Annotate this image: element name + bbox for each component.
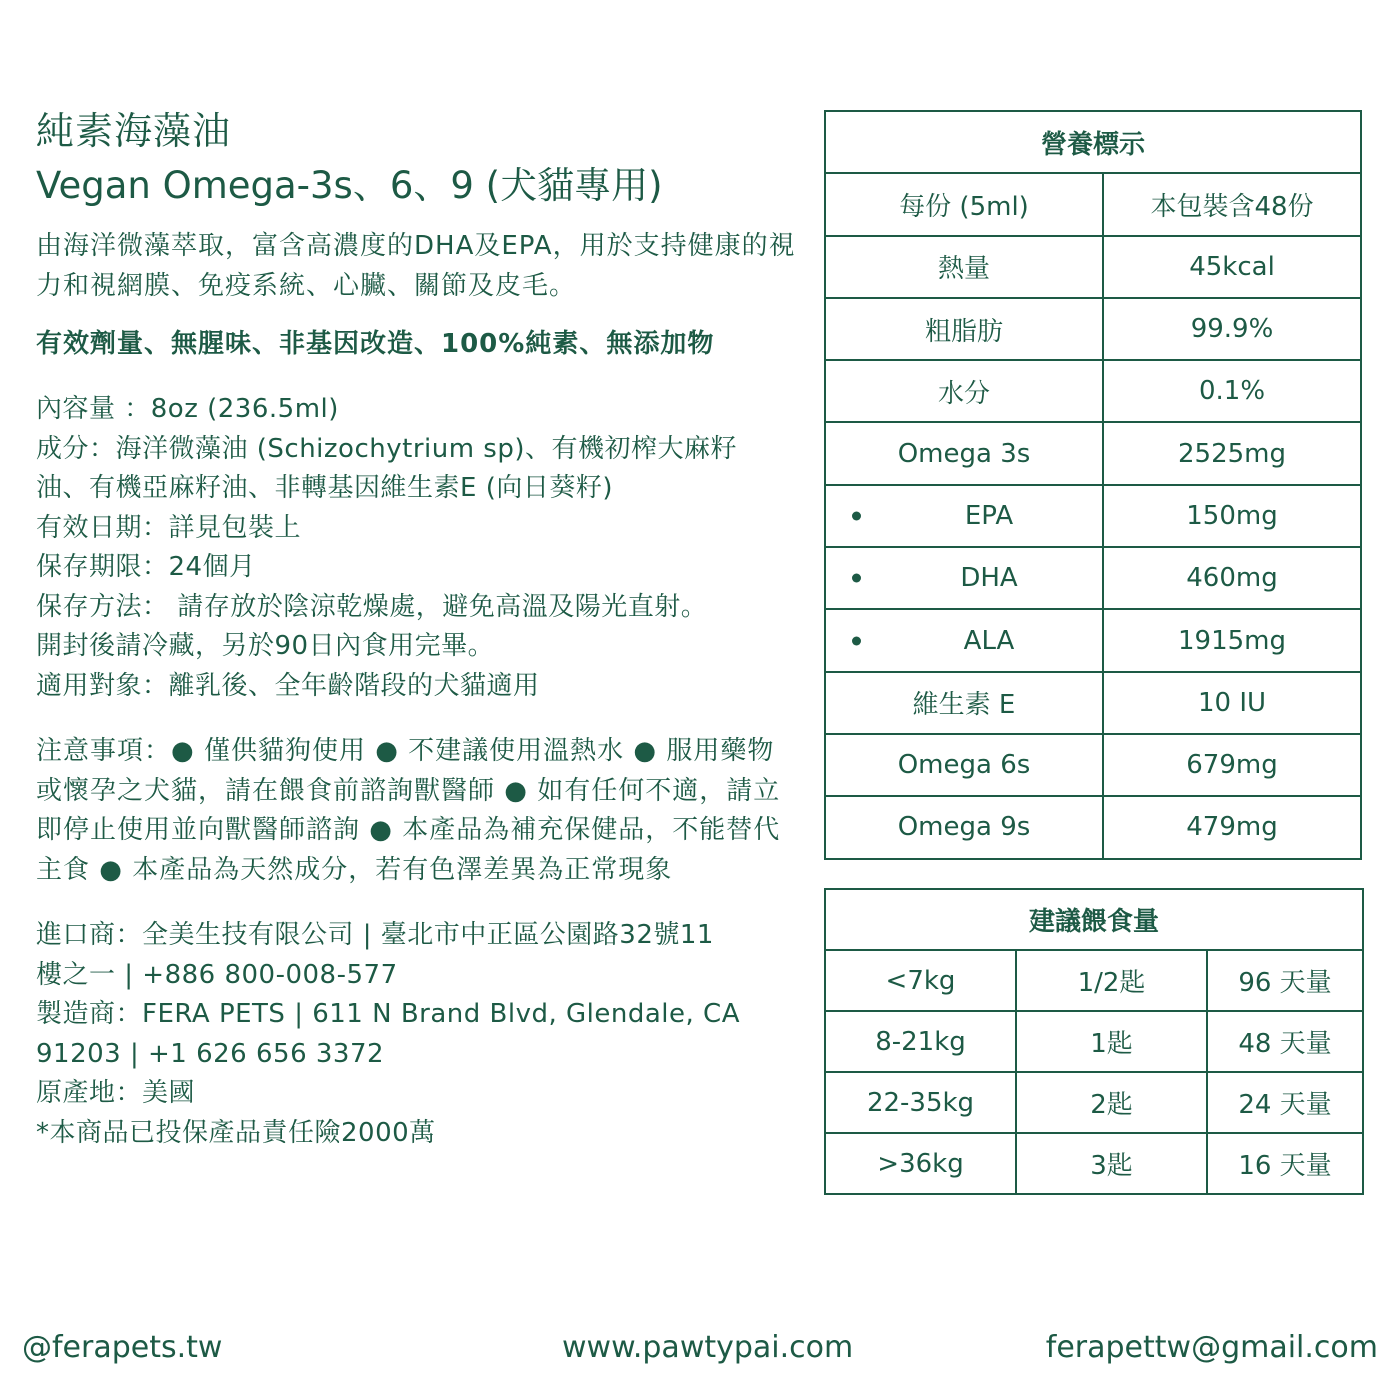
table-row <box>825 236 1361 298</box>
table-row <box>825 950 1363 1011</box>
nutrient-value: 2525mg <box>1103 422 1361 484</box>
nutrient-label: DHA <box>960 563 1018 594</box>
bullet-icon <box>852 574 861 583</box>
importer-line-1: 進口商：全美生技有限公司 | 臺北市中正區公園路32號11 <box>36 920 714 950</box>
feeding-title: 建議餵食量 <box>825 889 1363 950</box>
nutrient-value: 10 IU <box>1103 672 1361 734</box>
email-link[interactable]: ferapettw@gmail.com <box>1045 1330 1378 1365</box>
dose: 1/2匙 <box>1016 950 1207 1011</box>
bullet-icon <box>852 511 861 520</box>
instagram-handle[interactable]: @ferapets.tw <box>22 1330 223 1365</box>
nutrient-label: Omega 9s <box>825 796 1103 858</box>
days-supply: 96 天量 <box>1207 950 1363 1011</box>
nutrient-label: Omega 3s <box>825 422 1103 484</box>
days-supply: 24 天量 <box>1207 1072 1363 1133</box>
table-row <box>825 485 1361 547</box>
nutrition-title: 營養標示 <box>825 111 1361 173</box>
product-title-zh: 純素海藻油 <box>36 109 232 153</box>
nutrient-label: 水分 <box>825 360 1103 422</box>
contact-details <box>36 916 796 1153</box>
nutrient-label: 維生素 E <box>825 672 1103 734</box>
nutrient-label: Omega 6s <box>825 734 1103 796</box>
table-row <box>825 360 1361 422</box>
nutrient-value: 460mg <box>1103 547 1361 609</box>
days-supply: 16 天量 <box>1207 1133 1363 1194</box>
nutrient-label: 粗脂肪 <box>825 298 1103 360</box>
nutrient-value: 1915mg <box>1103 609 1361 671</box>
nutrient-label-cell <box>825 485 1103 547</box>
content-volume: 內容量 ：8oz (236.5ml) <box>36 394 339 424</box>
product-title-en: Vegan Omega-3s、6、9 (犬貓專用) <box>36 164 663 207</box>
table-row <box>825 298 1361 360</box>
weight-range: <7kg <box>825 950 1016 1011</box>
origin: 原產地：美國 <box>36 1078 196 1108</box>
ingredients-line-2: 油、有機亞麻籽油、非轉基因維生素E (向日葵籽) <box>36 473 613 503</box>
table-row <box>825 422 1361 484</box>
cautions-text: 注意事項：● 僅供貓狗使用 ● 不建議使用溫熱水 ● 服用藥物或懷孕之犬貓，請在餵食前諮詢獸醫師 ● 如有任何不適，請立即停止使用並向獸醫師諮詢 ● 本產品為補充保健品，不能替代主食 ● 本產品為天然成分，若有色澤差異為正常現象 <box>36 736 781 885</box>
servings-per-package: 本包裝含48份 <box>1103 173 1361 235</box>
weight-range: 8-21kg <box>825 1011 1016 1072</box>
weight-range: 22-35kg <box>825 1072 1016 1133</box>
storage-line-2: 開封後請冷藏，另於90日內食用完畢。 <box>36 631 495 661</box>
expiry-date: 有效日期：詳見包裝上 <box>36 512 302 543</box>
nutrient-value: 479mg <box>1103 796 1361 858</box>
days-supply: 48 天量 <box>1207 1011 1363 1072</box>
table-row <box>825 1072 1363 1133</box>
ingredients-line-1: 成分：海洋微藻油 (Schizochytrium sp)、有機初榨大麻籽 <box>36 433 737 464</box>
insurance-note: *本商品已投保產品責任險2000萬 <box>36 1117 436 1148</box>
table-row <box>825 1133 1363 1194</box>
table-row <box>825 609 1361 671</box>
nutrient-value: 150mg <box>1103 485 1361 547</box>
nutrient-label-cell <box>825 609 1103 671</box>
bullet-icon <box>852 636 861 645</box>
table-row <box>825 734 1361 796</box>
product-details <box>36 390 796 706</box>
nutrient-value: 0.1% <box>1103 360 1361 422</box>
nutrition-header-row <box>825 173 1361 235</box>
nutrient-label: ALA <box>963 625 1015 656</box>
nutrient-label-cell <box>825 547 1103 609</box>
target-audience: 適用對象：離乳後、全年齡階段的犬貓適用 <box>36 670 540 701</box>
product-highlight: 有效劑量、無腥味、非基因改造、100%純素、無添加物 <box>36 329 715 359</box>
dose: 3匙 <box>1016 1133 1207 1194</box>
weight-range: >36kg <box>825 1133 1016 1194</box>
nutrient-label: 熱量 <box>825 236 1103 298</box>
nutrition-table <box>824 110 1362 860</box>
importer-line-2: 樓之一 | +886 800-008-577 <box>36 959 398 990</box>
table-row <box>825 547 1361 609</box>
nutrient-label: EPA <box>964 500 1014 531</box>
product-info-column <box>36 104 796 1153</box>
dose: 1匙 <box>1016 1011 1207 1072</box>
nutrient-value: 679mg <box>1103 734 1361 796</box>
nutrient-value: 45kcal <box>1103 236 1361 298</box>
feeding-table <box>824 888 1364 1195</box>
manufacturer-line-2: 91203 | +1 626 656 3372 <box>36 1038 385 1069</box>
nutrient-value: 99.9% <box>1103 298 1361 360</box>
table-row <box>825 672 1361 734</box>
shelf-life: 保存期限：24個月 <box>36 552 256 582</box>
serving-size: 每份 (5ml) <box>825 173 1103 235</box>
dose: 2匙 <box>1016 1072 1207 1133</box>
product-intro: 由海洋微藻萃取，富含高濃度的DHA及EPA，用於支持健康的視力和視網膜、免疫系統、心臟、關節及皮毛。 <box>36 231 796 301</box>
website-link[interactable]: www.pawtypai.com <box>562 1330 854 1365</box>
storage-line-1: 保存方法： 請存放於陰涼乾燥處，避免高溫及陽光直射。 <box>36 591 708 622</box>
table-row <box>825 1011 1363 1072</box>
manufacturer-line-1: 製造商：FERA PETS | 611 N Brand Blvd, Glendale, CA <box>36 999 740 1029</box>
table-row <box>825 796 1361 858</box>
